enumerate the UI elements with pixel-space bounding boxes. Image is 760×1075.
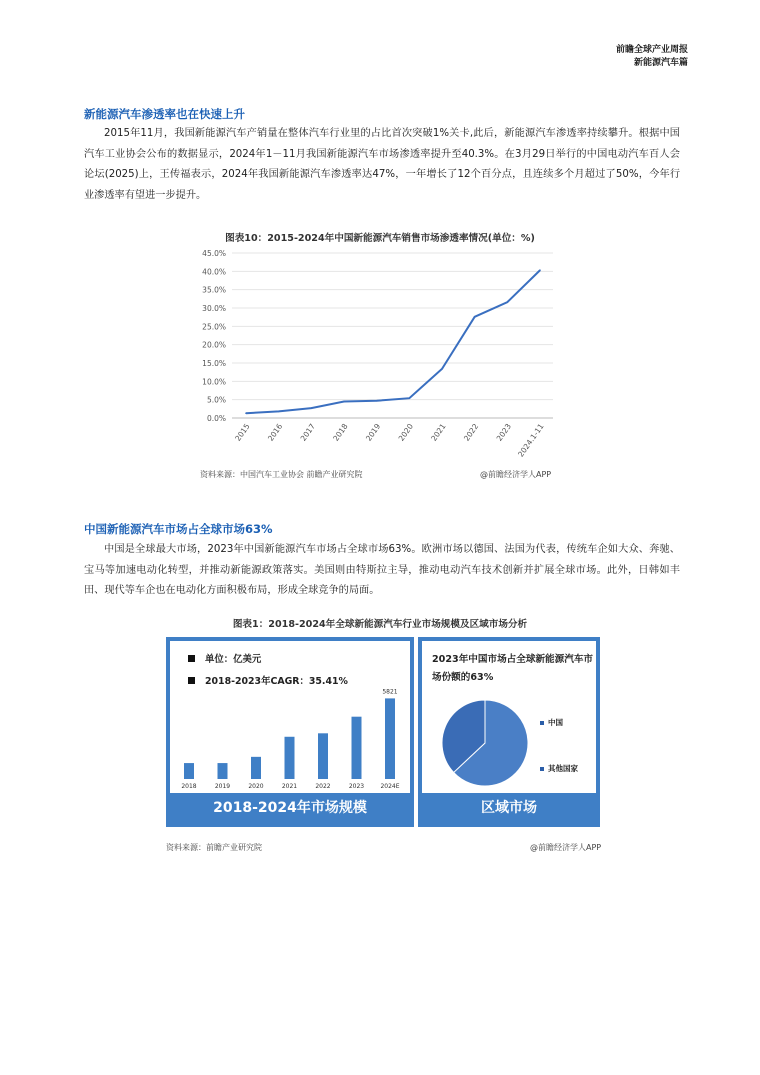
unit-label: 单位：亿美元	[205, 654, 262, 665]
x-tick-label: 2022	[461, 421, 481, 443]
x-tick-label: 2019	[363, 421, 383, 443]
pie-legend-other	[540, 763, 578, 774]
header-line2: 新能源汽车篇	[633, 58, 688, 68]
regional-title: 2023年中国市场占全球新能源汽车市场份额的63%	[432, 654, 594, 683]
pie-legend-china-label: 中国	[548, 718, 563, 727]
y-tick-label: 5.0%	[206, 395, 226, 405]
legend-dot-icon	[540, 767, 544, 771]
bar-chart	[170, 671, 410, 791]
pie-chart	[422, 689, 596, 799]
x-tick-label: 2020	[396, 421, 415, 443]
series-line	[246, 270, 540, 413]
bar-category-label: 2018	[181, 783, 197, 790]
bar	[285, 737, 295, 779]
bar	[184, 763, 194, 779]
y-tick-label: 20.0%	[202, 340, 226, 350]
y-tick-label: 10.0%	[202, 377, 226, 387]
bar	[385, 698, 395, 779]
data-point	[539, 269, 541, 271]
market-size-panel	[166, 637, 414, 827]
chart1-title: 图表10：2015-2024年中国新能源汽车销售市场渗透率情况(单位：%)	[225, 233, 535, 244]
y-tick-label: 0.0%	[206, 414, 226, 423]
x-tick-label: 2018	[331, 421, 350, 443]
regional-market-panel	[418, 637, 600, 827]
y-tick-label: 40.0%	[202, 267, 226, 277]
x-tick-label: 2015	[233, 421, 252, 443]
y-tick-label: 35.0%	[202, 285, 226, 295]
bar	[352, 717, 362, 779]
legend-dot-icon	[540, 721, 544, 725]
section1-paragraph: 2015年11月，我国新能源汽车产销量在整体汽车行业里的占比首次突破1%关卡,此后，新能源汽车渗透率持续攀升。根据中国汽车工业协会公布的数据显示，2024年1－11月我国新能源汽车市场渗透率提升至40.3%。在3月29日举行的中国电动汽车百人会论坛(2025)上，王传福表示，2024年我国新能源汽车渗透率达47%，一年增长了12个百分点，且连续多个月超过了50%，今年行业渗透率有望进一步提升。	[84, 128, 680, 201]
data-point	[278, 411, 280, 413]
cagr-label: 2018-2023年CAGR：35.41%	[205, 676, 348, 687]
line-chart	[0, 245, 760, 475]
bar-category-label: 2022	[315, 783, 331, 790]
y-tick-label: 25.0%	[202, 322, 226, 332]
y-tick-label: 45.0%	[202, 249, 226, 258]
chart2-title: 图表1：2018-2024年全球新能源汽车行业市场规模及区域市场分析	[232, 619, 528, 630]
page-header	[616, 44, 688, 70]
unit-legend	[188, 651, 261, 665]
section1-title: 新能源汽车渗透率也在快速上升	[84, 107, 245, 121]
section2-title: 中国新能源汽车市场占全球市场63%	[84, 522, 273, 536]
bar	[318, 733, 328, 779]
market-size-footer: 2018-2024年市场规模	[170, 793, 410, 823]
x-tick-label: 2017	[298, 421, 317, 443]
regional-footer: 区域市场	[422, 793, 596, 823]
section2-paragraph: 中国是全球最大市场，2023年中国新能源汽车市场占全球市场63%。欧洲市场以德国、法国为代表，传统车企如大众、奔驰、宝马等加速电动化转型，并推动新能源政策落实。美国则由特斯拉主导，推动电动汽车技术创新并扩展全球市场。此外，日韩如丰田、现代等车企也在电动化方面积极布局，形成全球竞争的局面。	[84, 544, 680, 596]
bar	[251, 757, 261, 779]
data-point	[311, 407, 313, 409]
y-tick-label: 30.0%	[202, 304, 226, 313]
pie-legend-other-label: 其他国家	[548, 764, 578, 773]
bar-category-label: 2020	[248, 783, 264, 790]
bar-category-label: 2021	[281, 783, 298, 790]
bar-category-label: 2023	[348, 783, 365, 790]
x-tick-label: 2024.1-11	[516, 421, 546, 459]
bar-category-label: 2024E	[380, 783, 400, 790]
data-point	[409, 397, 411, 399]
y-tick-label: 15.0%	[202, 359, 226, 368]
data-point	[507, 301, 509, 303]
chart2-source: 资料来源：前瞻产业研究院	[166, 843, 262, 852]
bar-category-label: 2019	[214, 783, 231, 790]
data-point	[376, 400, 378, 402]
x-tick-label: 2016	[265, 421, 285, 443]
chart1-source: 资料来源：中国汽车工业协会 前瞻产业研究院	[200, 470, 363, 479]
data-point	[441, 368, 443, 370]
bar	[218, 763, 228, 779]
chart1-watermark: @前瞻经济学人APP	[480, 470, 552, 479]
bar-value-label: 5821	[382, 688, 398, 696]
square-bullet-icon	[188, 655, 195, 662]
pie-legend-china	[540, 717, 563, 728]
data-point	[245, 412, 247, 414]
x-tick-label: 2023	[494, 421, 513, 443]
data-point	[474, 316, 476, 318]
header-line1: 前瞻全球产业周报	[615, 45, 688, 55]
data-point	[343, 401, 345, 403]
x-tick-label: 2021	[429, 421, 448, 443]
chart2-watermark: @前瞻经济学人APP	[530, 843, 602, 852]
